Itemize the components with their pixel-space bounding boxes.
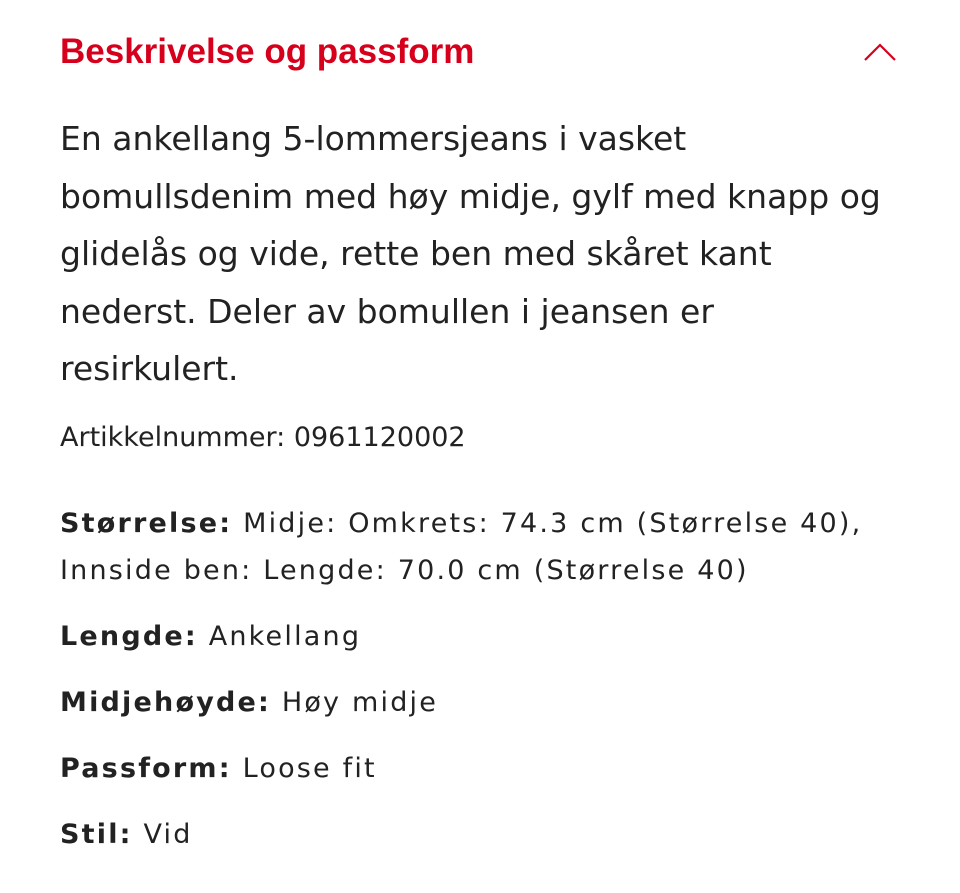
chevron-up-icon[interactable] xyxy=(862,34,898,70)
spec-value: Høy midje xyxy=(281,687,439,718)
spec-key: Passform: xyxy=(60,753,232,784)
spec-value: Midje: Omkrets: 74.3 cm (Størrelse 40), Innside ben: Lengde: 70.0 cm (Størrelse 40) xyxy=(60,508,863,586)
spec-value: Ankellang xyxy=(208,621,362,652)
spec-value: Vid xyxy=(143,819,193,850)
article-number: Artikkelnummer: 0961120002 xyxy=(60,422,466,453)
spec-fit xyxy=(60,745,940,792)
section-title: Beskrivelse og passform xyxy=(60,32,475,71)
spec-key: Lengde: xyxy=(60,621,198,652)
spec-size xyxy=(60,500,940,594)
spec-style xyxy=(60,811,940,858)
product-specs xyxy=(60,500,940,858)
spec-value: Loose fit xyxy=(242,753,377,784)
spec-key: Stil: xyxy=(60,819,133,850)
product-description: En ankellang 5-lommersjeans i vasket bomullsdenim med høy midje, gylf med knapp og glidelås og vide, rette ben med skåret kant nederst. Deler av bomullen i jeansen er resirkulert. xyxy=(60,119,881,388)
spec-length xyxy=(60,613,940,660)
spec-key: Midjehøyde: xyxy=(60,687,272,718)
spec-waist-height xyxy=(60,679,940,726)
spec-key: Størrelse: xyxy=(60,508,233,539)
description-accordion-header[interactable] xyxy=(60,24,900,80)
